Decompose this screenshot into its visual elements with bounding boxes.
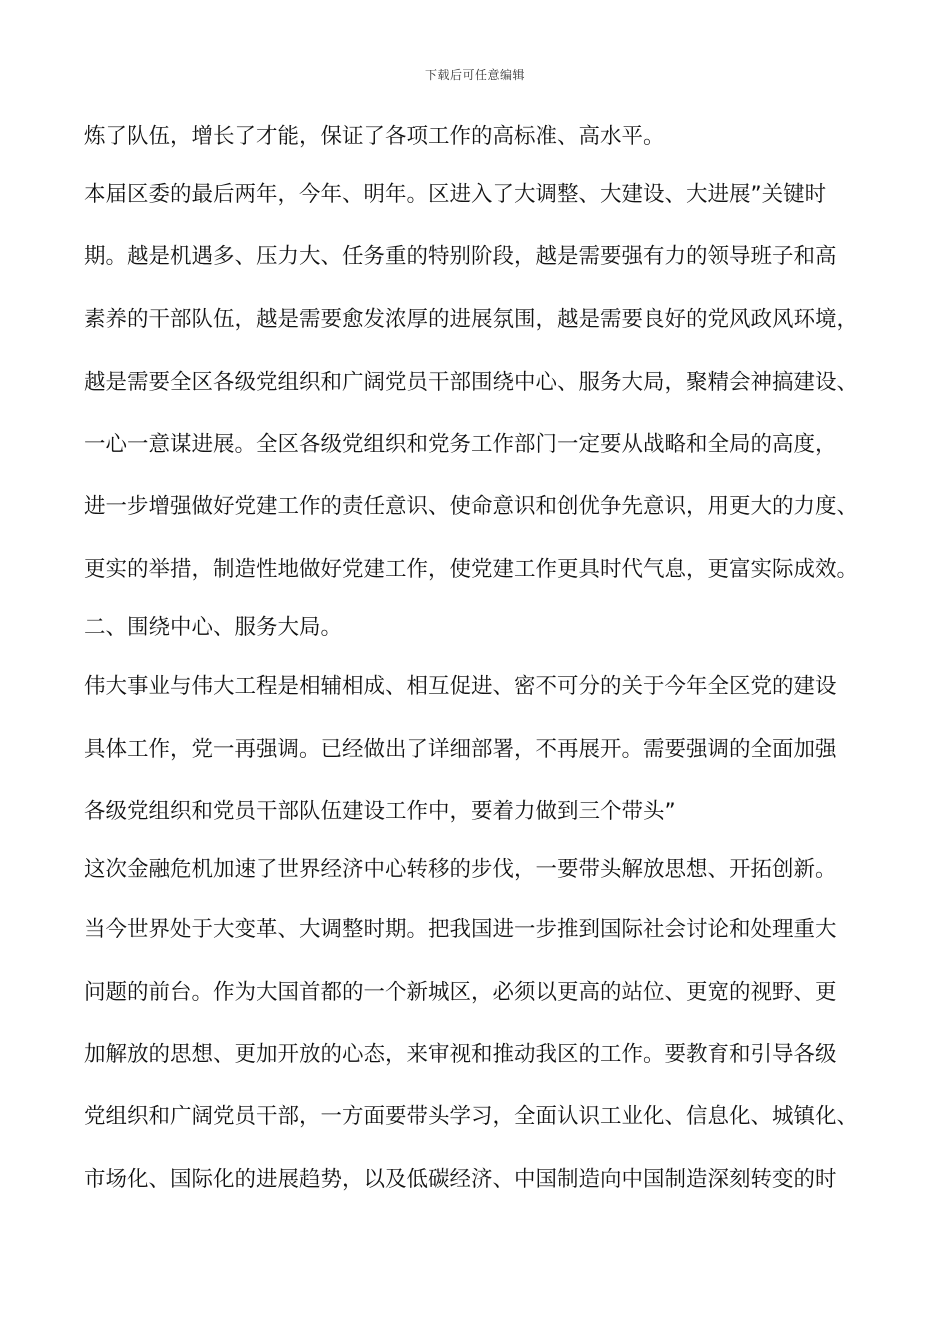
body-line: 更实的举措，制造性地做好党建工作，使党建工作更具时代气息，更富实际成效。	[84, 557, 859, 582]
section-heading: 二、围绕中心、服务大局。	[84, 615, 343, 640]
body-line: 伟大事业与伟大工程是相辅相成、相互促进、密不可分的关于今年全区党的建设	[84, 674, 837, 699]
body-line: 本届区委的最后两年，今年、明年。区进入了大调整、大建设、大进展”关键时	[84, 182, 827, 207]
body-line: 当今世界处于大变革、大调整时期。把我国进一步推到国际社会讨论和处理重大	[84, 917, 837, 942]
body-line: 党组织和广阔党员干部，一方面要带头学习，全面认识工业化、信息化、城镇化、	[84, 1104, 859, 1129]
body-line: 炼了队伍，增长了才能，保证了各项工作的高标准、高水平。	[84, 124, 665, 149]
body-line: 进一步增强做好党建工作的责任意识、使命意识和创优争先意识，用更大的力度、	[84, 494, 859, 519]
body-line: 越是需要全区各级党组织和广阔党员干部围绕中心、服务大局，聚精会神搞建设、	[84, 370, 859, 395]
body-line: 这次金融危机加速了世界经济中心转移的步伐，一要带头解放思想、开拓创新。	[84, 857, 837, 882]
page-header: 下载后可任意编辑	[424, 68, 525, 82]
body-line: 加解放的思想、更加开放的心态，来审视和推动我区的工作。要教育和引导各级	[84, 1042, 837, 1067]
body-line: 一心一意谋进展。全区各级党组织和党务工作部门一定要从战略和全局的高度，	[84, 432, 837, 457]
body-line: 期。越是机遇多、压力大、任务重的特别阶段，越是需要强有力的领导班子和高	[84, 244, 837, 269]
body-line: 各级党组织和党员干部队伍建设工作中，要着力做到三个带头”	[84, 799, 676, 824]
body-line: 问题的前台。作为大国首都的一个新城区，必须以更高的站位、更宽的视野、更	[84, 980, 837, 1005]
body-line: 具体工作，党一再强调。已经做出了详细部署，不再展开。需要强调的全面加强	[84, 737, 837, 762]
body-line: 素养的干部队伍，越是需要愈发浓厚的进展氛围，越是需要良好的党风政风环境，	[84, 307, 859, 332]
body-line: 市场化、国际化的进展趋势，以及低碳经济、中国制造向中国制造深刻转变的时	[84, 1167, 837, 1192]
